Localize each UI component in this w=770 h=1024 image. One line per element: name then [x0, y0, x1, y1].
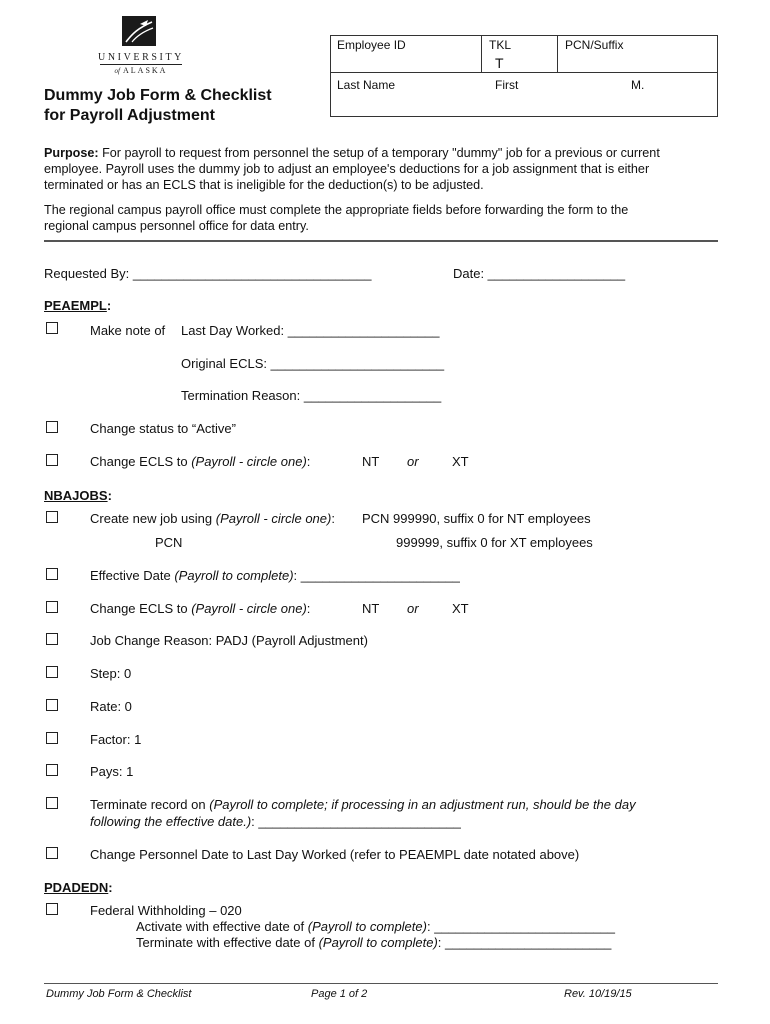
rate-label: Rate: 0	[90, 699, 132, 714]
form-title-line1: Dummy Job Form & Checklist	[44, 87, 272, 104]
pcn-label: PCN	[155, 535, 183, 550]
pcn-xt-option[interactable]: 999999, suffix 0 for XT employees	[396, 535, 593, 550]
purpose-line1: For payroll to request from personnel the setup of a temporary "dummy" job for a previous or current	[98, 146, 660, 160]
pdadedn-heading: PDADEDN:	[44, 880, 113, 895]
tkl-value[interactable]: T	[495, 55, 504, 71]
nbajobs-change-ecls-label: Change ECLS to (Payroll - circle one):	[90, 601, 311, 616]
terminate-record-field[interactable]: following the effective date.): ____________________________	[90, 814, 461, 829]
last-name-label: Last Name	[337, 78, 396, 92]
rate-checkbox[interactable]	[46, 699, 58, 711]
effective-date-checkbox[interactable]	[46, 568, 58, 580]
peaempl-change-ecls-checkbox[interactable]	[46, 454, 58, 466]
terminate-record-line1: Terminate record on (Payroll to complete; if processing in an adjustment run, should be the day	[90, 797, 636, 812]
job-change-reason-label: Job Change Reason: PADJ (Payroll Adjustment)	[90, 633, 368, 648]
last-day-worked-field[interactable]: Last Day Worked: _____________________	[181, 323, 440, 338]
form-title	[44, 86, 272, 126]
footer-page-number: Page 1 of 2	[311, 988, 368, 1000]
instructions-line1: The regional campus payroll office must complete the appropriate fields before forwarding the form to the	[44, 203, 629, 217]
termination-reason-field[interactable]: Termination Reason: ___________________	[181, 388, 442, 403]
header-divider	[44, 240, 718, 242]
pays-checkbox[interactable]	[46, 764, 58, 776]
peaempl-or-text: or	[407, 454, 419, 469]
change-status-label: Change status to “Active”	[90, 421, 236, 436]
footer-divider	[44, 983, 718, 984]
peaempl-nt-option[interactable]: NT	[362, 454, 380, 469]
pays-label: Pays: 1	[90, 764, 134, 779]
factor-checkbox[interactable]	[46, 732, 58, 744]
change-status-checkbox[interactable]	[46, 421, 58, 433]
nbajobs-or-text: or	[407, 601, 419, 616]
original-ecls-field[interactable]: Original ECLS: ________________________	[181, 356, 445, 371]
step-checkbox[interactable]	[46, 666, 58, 678]
make-note-label: Make note of	[90, 323, 166, 338]
purpose-paragraph	[44, 145, 734, 193]
nbajobs-heading: NBAJOBS:	[44, 488, 112, 503]
middle-initial-label: M.	[631, 78, 645, 92]
peaempl-xt-option[interactable]: XT	[452, 454, 469, 469]
footer-revision: Rev. 10/19/15	[564, 988, 632, 1000]
employee-id-label: Employee ID	[337, 38, 406, 52]
create-job-checkbox[interactable]	[46, 511, 58, 523]
effective-date-field[interactable]: Effective Date (Payroll to complete): ______________________	[90, 568, 460, 583]
pcn-nt-option[interactable]: PCN 999990, suffix 0 for NT employees	[362, 511, 591, 526]
pcn-suffix-label: PCN/Suffix	[565, 38, 624, 52]
tkl-label: TKL	[489, 38, 512, 52]
federal-withholding-checkbox[interactable]	[46, 903, 58, 915]
logo-state: ALASKA	[123, 66, 168, 75]
logo-of: of	[114, 67, 120, 75]
peaempl-heading: PEAEMPL:	[44, 298, 112, 313]
requested-by-field[interactable]: Requested By: _________________________________	[44, 266, 372, 281]
date-field[interactable]: Date: ___________________	[453, 266, 626, 281]
step-label: Step: 0	[90, 666, 132, 681]
nbajobs-xt-option[interactable]: XT	[452, 601, 469, 616]
purpose-line3: terminated or has an ECLS that is ineligible for the deduction(s) to be adjusted.	[44, 178, 484, 192]
activate-date-field[interactable]: Activate with effective date of (Payroll to complete): _________________________	[136, 919, 615, 934]
nbajobs-change-ecls-checkbox[interactable]	[46, 601, 58, 613]
purpose-label: Purpose:	[44, 146, 99, 160]
make-note-checkbox[interactable]	[46, 322, 58, 334]
federal-withholding-label: Federal Withholding – 020	[90, 903, 242, 918]
create-job-label: Create new job using (Payroll - circle one):	[90, 511, 335, 526]
logo-line1: UNIVERSITY	[98, 52, 184, 63]
instructions-paragraph	[44, 202, 734, 234]
nbajobs-nt-option[interactable]: NT	[362, 601, 380, 616]
personnel-date-label: Change Personnel Date to Last Day Worked (refer to PEAEMPL date notated above)	[90, 847, 580, 862]
form-title-line2: for Payroll Adjustment	[44, 107, 215, 124]
instructions-line2: regional campus personnel office for data entry.	[44, 219, 309, 233]
employee-id-box	[330, 35, 718, 117]
logo-text	[96, 52, 186, 76]
peaempl-change-ecls-label: Change ECLS to (Payroll - circle one):	[90, 454, 311, 469]
purpose-line2: employee. Payroll uses the dummy job to adjust an employee's deductions for a job assignment that is either	[44, 162, 650, 176]
terminate-date-field[interactable]: Terminate with effective date of (Payroll to complete): _______________________	[136, 935, 612, 950]
terminate-record-checkbox[interactable]	[46, 797, 58, 809]
footer-form-name: Dummy Job Form & Checklist	[46, 988, 192, 1000]
job-change-reason-checkbox[interactable]	[46, 633, 58, 645]
factor-label: Factor: 1	[90, 732, 142, 747]
personnel-date-checkbox[interactable]	[46, 847, 58, 859]
first-name-label: First	[495, 78, 519, 92]
university-of-alaska-logo-icon	[122, 16, 156, 46]
